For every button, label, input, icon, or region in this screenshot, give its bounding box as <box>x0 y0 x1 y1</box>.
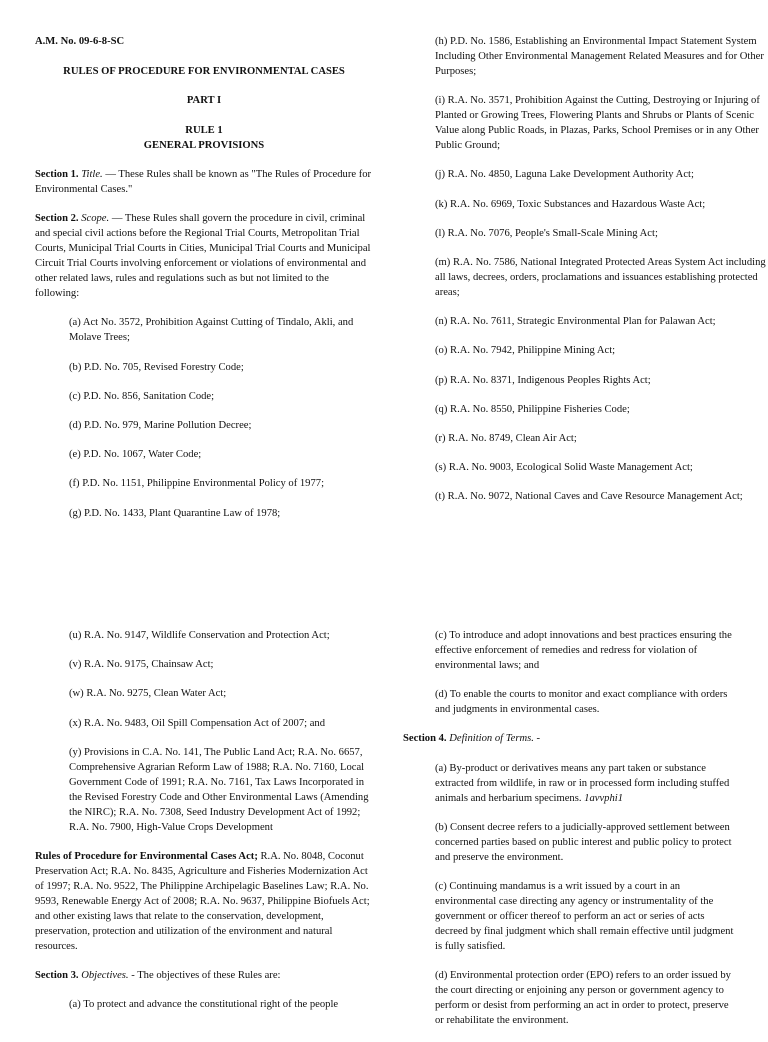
section-3-label: Section 3. <box>35 970 79 982</box>
section-2-label: Section 2. <box>35 213 79 225</box>
list-item: (e) P.D. No. 1067, Water Code; <box>69 449 202 461</box>
section-1-heading: Title. <box>81 169 103 180</box>
list-item: (t) R.A. No. 9072, National Caves and Cave Resource Management Act; <box>435 491 743 503</box>
definition-a-text: (a) By-product or derivatives means any part taken or substance extracted from wildlife, in raw or in processed form including stuffed animals and herbarium specimens. <box>435 762 730 804</box>
list-item: (d) Environmental protection order (EPO) refers to an order issued by the court directing or enjoining any person or government agency to perform or desist from performing an act in order to protect, preserve or rehabilitate the environment. <box>435 970 731 1027</box>
list-item: (h) P.D. No. 1586, Establishing an Environmental Impact Statement System Including Other Environmental Management Related Measures and for Other Purposes; <box>435 36 764 77</box>
section-3 <box>35 968 373 983</box>
section-2-text: — These Rules shall govern the procedure in civil, criminal and special civil actions before the Regional Trial Courts, Metropolitan Trial Courts, Municipal Trial Courts in Cities, Municipal Trial Courts and Municipal Circuit Trial Courts involving enforcement or violations of environmental and other related laws, rules and regulations such as but not limited to the following: <box>35 213 371 300</box>
definition-a <box>435 761 735 806</box>
rule-heading: RULE 1 <box>185 124 223 136</box>
list-item: (k) R.A. No. 6969, Toxic Substances and Hazardous Waste Act; <box>435 198 706 210</box>
list-item: (r) R.A. No. 8749, Clean Air Act; <box>435 432 577 444</box>
list-item: (w) R.A. No. 9275, Clean Water Act; <box>69 688 227 700</box>
section-1-label: Section 1. <box>35 169 79 180</box>
section-4-heading: Definition of Terms. <box>449 733 534 745</box>
rules-act-bold: Rules of Procedure for Environmental Cases Act; <box>35 850 258 862</box>
list-item: (c) Continuing mandamus is a writ issued by a court in an environmental case directing any agency or instrumentality of the government or officer thereof to perform an act or series of acts decreed by final judgment which shall remain effective until judgment is fully satisfied. <box>435 880 734 952</box>
column-top-left <box>35 34 373 535</box>
list-item: (o) R.A. No. 7942, Philippine Mining Act; <box>435 345 616 357</box>
list-item: (n) R.A. No. 7611, Strategic Environmental Plan for Palawan Act; <box>435 316 716 328</box>
list-item: (c) To introduce and adopt innovations and best practices ensuring the effective enforcement of remedies and redress for violation of environmental laws; and <box>435 630 732 671</box>
section-4 <box>403 731 735 746</box>
list-item: (y) Provisions in C.A. No. 141, The Public Land Act; R.A. No. 6657, Comprehensive Agrarian Reform Law of 1988; R.A. No. 7160, Local Government Code of 1991; R.A. No. 7161, Tax Laws Incorporated in the Revised Forestry Code and Other Environmental Laws (Amending the NIRC); R.A. No. 7308, Seed Industry Development Act of 1992; R.A. No. 7900, High-Value Crops Development <box>69 746 369 833</box>
list-item: (s) R.A. No. 9003, Ecological Solid Waste Management Act; <box>435 462 693 474</box>
section-2 <box>35 211 373 301</box>
column-bottom-left <box>35 628 373 1027</box>
list-item: (a) Act No. 3572, Prohibition Against Cutting of Tindalo, Akli, and Molave Trees; <box>69 317 354 344</box>
column-top-right <box>403 34 767 518</box>
list-item: (c) P.D. No. 856, Sanitation Code; <box>69 390 215 402</box>
definition-a-mark: 1avvphi1 <box>581 792 623 804</box>
section-4-label: Section 4. <box>403 733 447 745</box>
list-item: (g) P.D. No. 1433, Plant Quarantine Law of 1978; <box>69 507 281 519</box>
rule-title: GENERAL PROVISIONS <box>143 139 265 151</box>
list-item: (x) R.A. No. 9483, Oil Spill Compensation Act of 2007; and <box>69 717 326 729</box>
objectives-list <box>403 628 735 717</box>
column-bottom-right <box>403 628 735 1042</box>
rules-act-text: R.A. No. 8048, Coconut Preservation Act; R.A. No. 8435, Agriculture and Fisheries Modernization Act of 1997; R.A. No. 9522, The Philippine Archipelagic Baselines Law; R.A. No. 9593, Renewable Energy Act of 2008; R.A. No. 9637, Philippine Biofuels Act; and other existing laws that relate to the conservation, development, preservation, protection and utilization of the environment and natural resources. <box>35 850 370 952</box>
definitions-list <box>403 761 735 1029</box>
list-item: (b) P.D. No. 705, Revised Forestry Code; <box>69 361 244 373</box>
part-heading: PART I <box>186 95 222 106</box>
section-4-text: - <box>533 733 541 745</box>
document-title: RULES OF PROCEDURE FOR ENVIRONMENTAL CASES <box>63 65 345 77</box>
list-item: (d) To enable the courts to monitor and exact compliance with orders and judgments in environmental cases. <box>435 689 728 716</box>
list-item: (q) R.A. No. 8550, Philippine Fisheries Code; <box>435 403 630 415</box>
list-item: (v) R.A. No. 9175, Chainsaw Act; <box>69 659 214 671</box>
list-item: (d) P.D. No. 979, Marine Pollution Decree; <box>69 419 252 431</box>
section-3-heading: Objectives. <box>81 970 129 982</box>
list-item: (l) R.A. No. 7076, People's Small-Scale Mining Act; <box>435 227 658 239</box>
list-item: (j) R.A. No. 4850, Laguna Lake Development Authority Act; <box>435 169 694 181</box>
list-item: (i) R.A. No. 3571, Prohibition Against the Cutting, Destroying or Injuring of Planted or Growing Trees, Flowering Plants and Shrubs or Plants of Scenic Value along Public Roads, in Plazas, Parks, School Premises or in any Other Public Ground; <box>435 95 760 152</box>
list-item: (m) R.A. No. 7586, National Integrated Protected Areas System Act including all laws, decrees, orders, proclamations and issuances establishing protected areas; <box>435 256 766 298</box>
law-list-a-g <box>35 315 373 520</box>
section-2-heading: Scope. <box>81 213 110 225</box>
list-item: (b) Consent decree refers to a judicially-approved settlement between concerned parties based on public interest and public policy to protect and preserve the environment. <box>435 821 732 863</box>
list-item: (u) R.A. No. 9147, Wildlife Conservation and Protection Act; <box>69 630 330 641</box>
list-item: (p) R.A. No. 8371, Indigenous Peoples Rights Act; <box>435 374 651 386</box>
section-1-text: — These Rules shall be known as "The Rules of Procedure for Environmental Cases." <box>35 169 372 195</box>
objective-a: (a) To protect and advance the constitutional right of the people <box>69 999 339 1011</box>
law-list-u-y <box>35 628 373 835</box>
list-item: (f) P.D. No. 1151, Philippine Environmental Policy of 1977; <box>69 478 325 490</box>
section-1 <box>35 167 373 197</box>
rules-act-paragraph <box>35 849 373 954</box>
section-3-text: - The objectives of these Rules are: <box>128 970 281 982</box>
document-number: A.M. No. 09-6-8-SC <box>35 36 125 47</box>
